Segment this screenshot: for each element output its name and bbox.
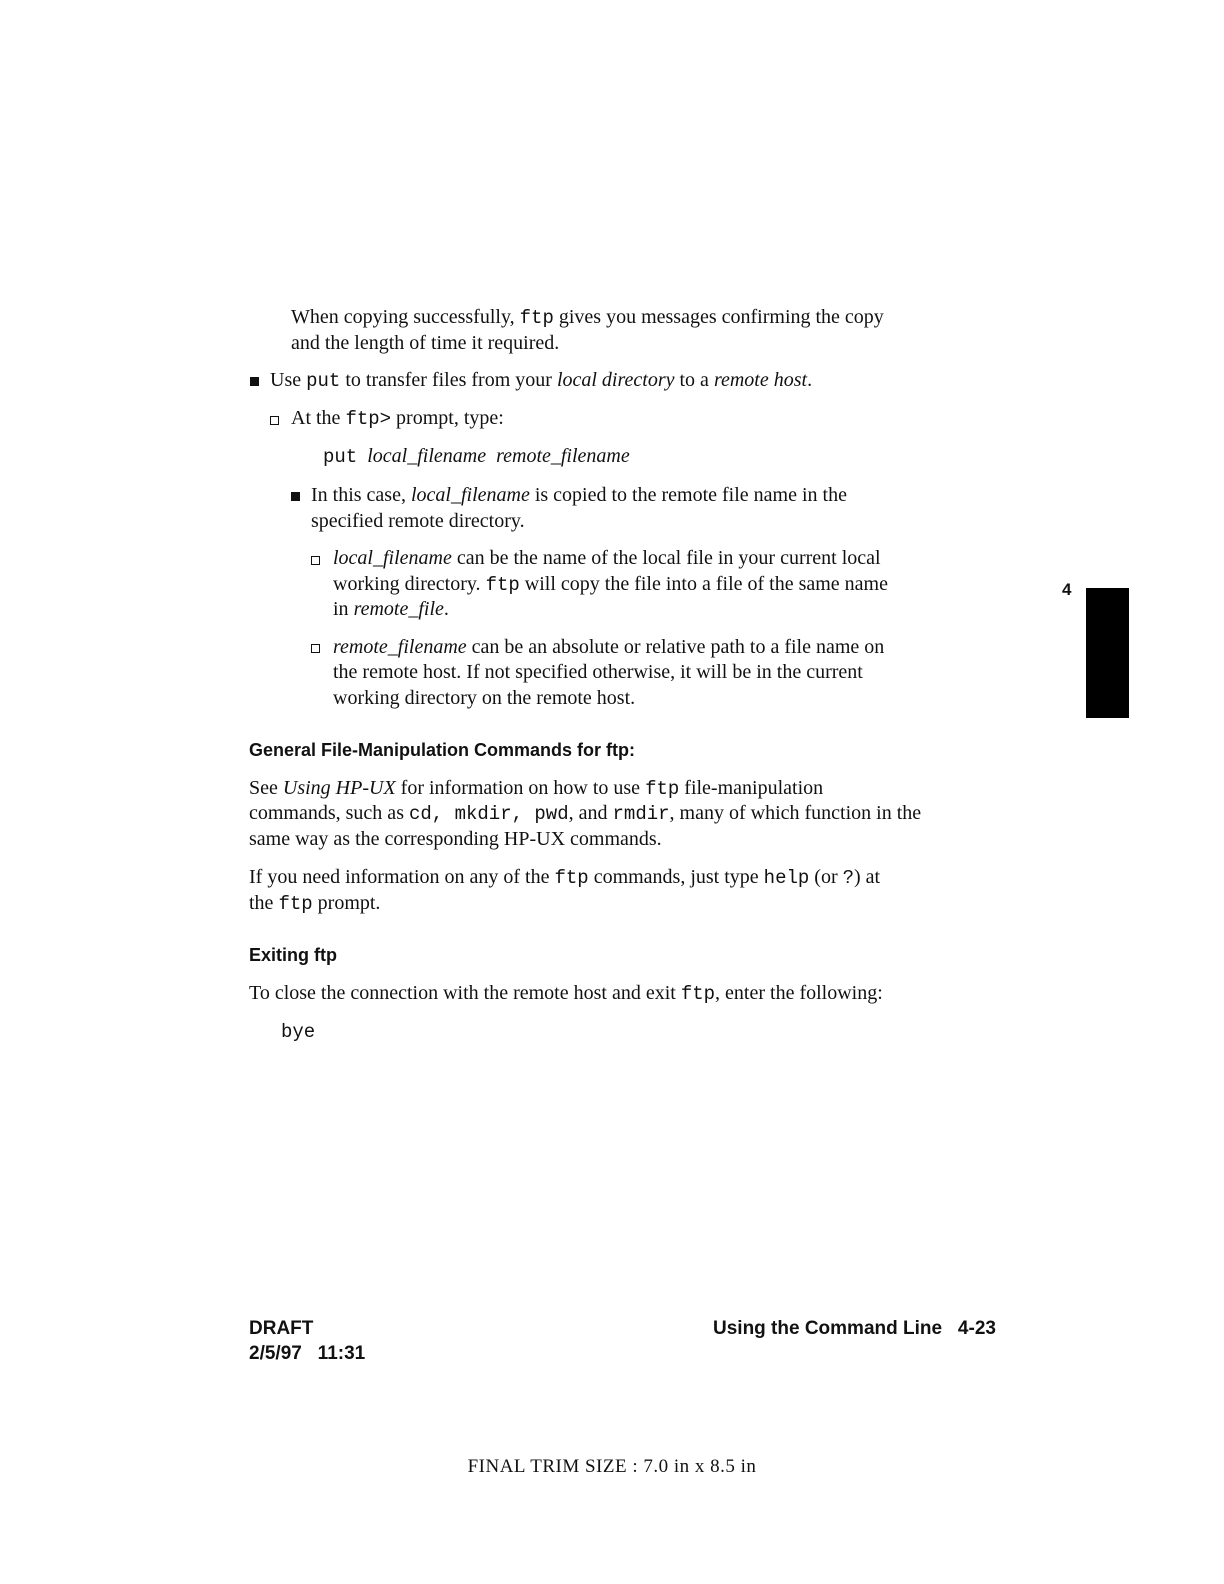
section-heading-file-manipulation: General File-Manipulation Commands for ftp: xyxy=(249,740,636,760)
paragraph-see-using-hpux-line-3: same way as the corresponding HP-UX commands. xyxy=(249,828,662,850)
bullet-local-filename-copied-line-1: In this case, local_filename is copied to the remote file name in the xyxy=(311,484,847,506)
hollow-bullet-icon xyxy=(270,416,279,425)
bullet-local-filename-line-1: local_filename can be the name of the local file in your current local xyxy=(333,547,881,569)
hollow-bullet-icon xyxy=(311,644,320,653)
put-command-syntax: put local_filename remote_filename xyxy=(323,445,630,468)
footer-draft-label: DRAFT xyxy=(249,1318,314,1339)
chapter-tab-number: 4 xyxy=(1062,580,1072,599)
bullet-local-filename-copied-line-2: specified remote directory. xyxy=(311,510,525,532)
paragraph-close-connection: To close the connection with the remote host and exit ftp, enter the following: xyxy=(249,982,883,1005)
footer-running-title: Using the Command Line 4-23 xyxy=(713,1318,996,1339)
paragraph-see-using-hpux-line-2: commands, such as cd, mkdir, pwd, and rmdir, many of which function in the xyxy=(249,802,922,825)
bullet-remote-filename-line-3: working directory on the remote host. xyxy=(333,687,636,709)
bullet-local-filename-line-2: working directory. ftp will copy the file into a file of the same name xyxy=(333,573,888,596)
paragraph-copy-confirmation-line-2: and the length of time it required. xyxy=(291,332,560,354)
bullet-ftp-prompt: At the ftp> prompt, type: xyxy=(291,407,504,430)
paragraph-help-line-1: If you need information on any of the ftp commands, just type help (or ?) at xyxy=(249,866,881,889)
bye-command: bye xyxy=(281,1021,316,1043)
footer-draft-date: 2/5/97 11:31 xyxy=(249,1343,366,1364)
filled-bullet-icon xyxy=(250,377,259,386)
chapter-thumb-tab xyxy=(1086,588,1129,718)
paragraph-see-using-hpux-line-1: See Using HP-UX for information on how to use ftp file-manipulation xyxy=(249,777,824,800)
section-heading-exiting-ftp: Exiting ftp xyxy=(249,945,337,965)
hollow-bullet-icon xyxy=(311,556,320,565)
bullet-remote-filename-line-1: remote_filename can be an absolute or relative path to a file name on xyxy=(333,636,885,658)
filled-bullet-icon xyxy=(291,492,300,501)
bullet-put-transfer: Use put to transfer files from your local directory to a remote host. xyxy=(270,369,813,392)
paragraph-help-line-2: the ftp prompt. xyxy=(249,892,381,915)
bullet-remote-filename-line-2: the remote host. If not specified otherwise, it will be in the current xyxy=(333,661,863,683)
paragraph-copy-confirmation-line-1: When copying successfully, ftp gives you messages confirming the copy xyxy=(291,306,884,329)
bullet-local-filename-line-3: in remote_file. xyxy=(333,598,449,620)
final-trim-size-note: FINAL TRIM SIZE : 7.0 in x 8.5 in xyxy=(467,1456,757,1477)
